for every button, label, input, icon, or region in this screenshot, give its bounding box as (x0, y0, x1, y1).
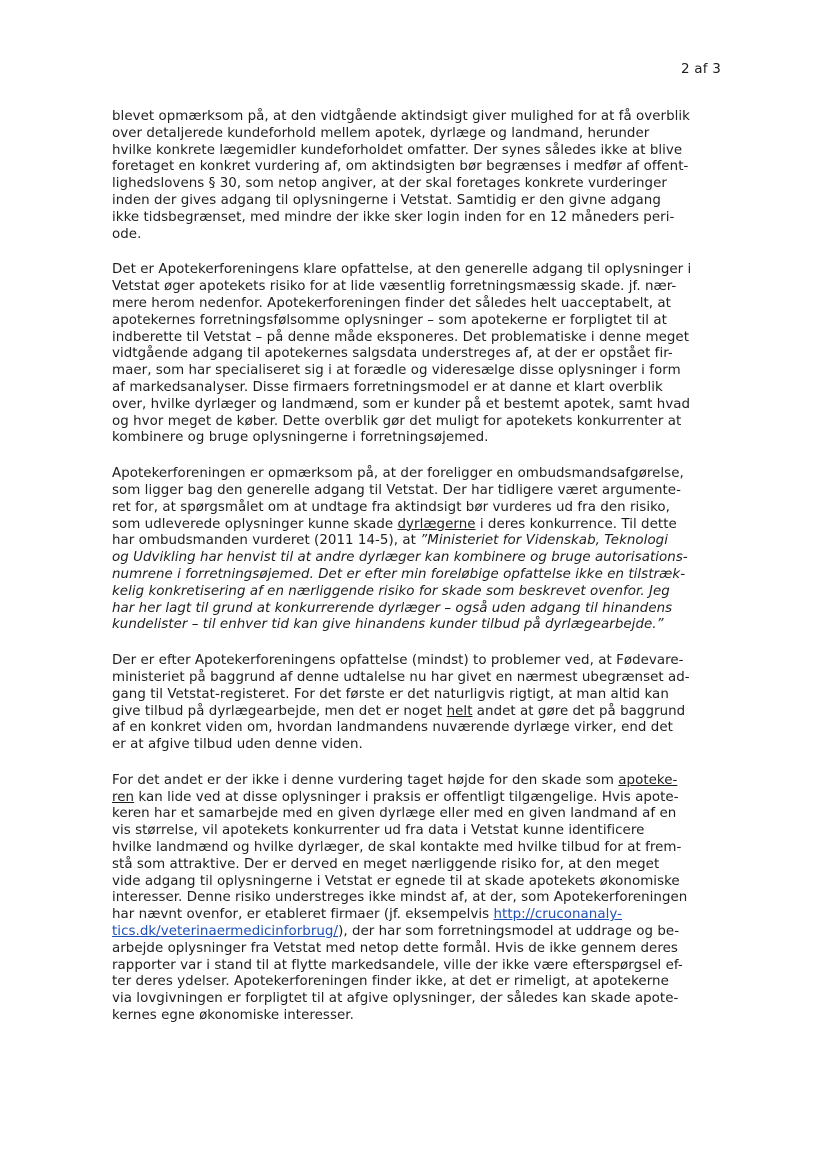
text-segment: blevet opmærksom på, at den vidtgående aktindsigt giver mulighed for at få overblik (112, 109, 690, 124)
underlined-text: apoteke- (618, 772, 678, 788)
text-line (112, 991, 722, 1008)
text-line (112, 313, 722, 330)
text-line (112, 1008, 722, 1025)
text-line (112, 500, 722, 517)
text-segment: hvilke konkrete lægemidler kundeforholdet omfatter. Der synes således ikke at blive (112, 142, 683, 158)
text-line (112, 617, 722, 634)
text-line (112, 790, 722, 807)
text-segment: ret for, at spørgsmålet om at undtage fra aktindsigt bør vurderes ud fra den risiko, (112, 499, 670, 515)
quoted-text: kelig konkretisering af en nærliggende risiko for skade som beskrevet ovenfor. Jeg (112, 583, 670, 599)
text-line (112, 193, 722, 210)
underlined-text: ren (112, 789, 135, 805)
text-segment: rapporter var i stand til at flytte markedsandele, ville der ikke være efterspørgsel ef- (112, 957, 683, 973)
text-line (112, 737, 722, 754)
text-segment: har ombudsmanden vurderet (2011 14-5), at (112, 533, 421, 549)
text-segment: via lovgivningen er forpligtet til at afgive oplysninger, der således kan skade apote- (112, 991, 679, 1007)
letter-body (112, 109, 722, 1044)
underlined-text: dyrlægerne (397, 516, 476, 532)
text-segment: inden der gives adgang til oplysningerne i Vetstat. Samtidig er den givne adgang (112, 192, 661, 208)
quoted-text: og Udvikling har henvist til at andre dyrlæger kan kombinere og bruge autorisations- (112, 550, 688, 566)
text-line (112, 890, 722, 907)
text-line (112, 941, 722, 958)
text-line (112, 414, 722, 431)
text-segment: stå som attraktive. Der er derved en meget nærliggende risiko for, at den meget (112, 856, 660, 872)
text-line (112, 430, 722, 447)
text-line (112, 126, 722, 143)
text-line (112, 296, 722, 313)
text-segment: i deres konkurrence. Til dette (475, 516, 677, 532)
quoted-text: numrene i forretningsøjemed. Det er efter min foreløbige opfattelse ikke en tilstræk- (112, 566, 686, 582)
text-line (112, 874, 722, 891)
underlined-text: helt (446, 703, 473, 719)
text-segment: som ligger bag den generelle adgang til Vetstat. Der har tidligere været argumente- (112, 482, 681, 498)
text-line (112, 517, 722, 534)
page-number: 2 af 3 (681, 61, 721, 77)
text-segment: indberette til Vetstat – på denne måde eksponeres. Det problematiske i denne meget (112, 329, 690, 345)
text-line (112, 483, 722, 500)
text-line (112, 227, 722, 244)
text-segment: har nævnt ovenfor, er etableret firmaer (jf. eksempelvis (112, 907, 494, 923)
text-segment: over detaljerede kundeforhold mellem apotek, dyrlæge og landmand, herunder (112, 125, 650, 141)
text-segment: er at afgive tilbud uden denne viden. (112, 737, 363, 753)
text-segment: give tilbud på dyrlægearbejde, men det er noget (112, 703, 447, 719)
text-line (112, 704, 722, 721)
quoted-text: ”Ministeriet for Videnskab, Teknologi (420, 533, 669, 549)
quoted-text: kundelister – til enhver tid kan give hinandens kunder tilbud på dyrlægearbejde.” (112, 617, 664, 633)
text-line (112, 262, 722, 279)
text-line (112, 601, 722, 618)
text-line (112, 857, 722, 874)
text-line (112, 720, 722, 737)
text-segment: kernes egne økonomiske interesser. (112, 1008, 354, 1024)
text-line (112, 958, 722, 975)
text-segment: vis størrelse, vil apotekets konkurrenter ud fra data i Vetstat kunne identificere (112, 823, 645, 839)
quoted-text: har her lagt til grund at konkurrerende dyrlæger – også uden adgang til hinandens (112, 600, 673, 616)
text-segment: Der er efter Apotekerforeningens opfattelse (mindst) to problemer ved, at Fødevare- (112, 653, 684, 669)
text-line (112, 974, 722, 991)
text-line (112, 584, 722, 601)
text-line (112, 806, 722, 823)
text-line (112, 670, 722, 687)
text-line (112, 397, 722, 414)
text-segment: interesser. Denne risiko understreges ikke mindst af, at der, som Apotekerforeningen (112, 890, 688, 906)
text-line (112, 567, 722, 584)
text-segment: keren har et samarbejde med en given dyrlæge eller med en given landmand af en (112, 806, 677, 822)
text-segment: ode. (112, 226, 142, 242)
text-segment: hvilke landmænd og hvilke dyrlæger, de skal kontakte med hvilke tilbud for at frem- (112, 840, 682, 856)
text-line (112, 346, 722, 363)
paragraph (112, 109, 722, 243)
text-line (112, 279, 722, 296)
text-segment: af markedsanalyser. Disse firmaers forretningsmodel er at danne et klart overblik (112, 379, 663, 395)
text-line (112, 176, 722, 193)
text-segment: ikke tidsbegrænset, med mindre der ikke sker login inden for en 12 måneders peri- (112, 209, 675, 225)
text-segment: mere herom nedenfor. Apotekerforeningen finder det således helt uacceptabelt, at (112, 295, 671, 311)
url-link[interactable]: http://cruconanaly- (493, 907, 622, 923)
paragraph (112, 466, 722, 634)
text-segment: vide adgang til oplysningerne i Vetstat er egnede til at skade apotekets økonomiske (112, 873, 680, 889)
text-segment: For det andet er der ikke i denne vurdering taget højde for den skade som (112, 772, 619, 788)
text-segment: andet at gøre det på baggrund (472, 703, 686, 719)
url-link[interactable]: tics.dk/veterinaermedicinforbrug/ (112, 924, 339, 940)
text-segment: Vetstat øger apotekets risiko for at lide væsentlig forretningsmæssig skade. jf. nær- (112, 279, 677, 295)
text-line (112, 159, 722, 176)
text-segment: ter deres ydelser. Apotekerforeningen finder ikke, at det er rimeligt, at apotekerne (112, 974, 669, 990)
text-segment: Det er Apotekerforeningens klare opfattelse, at den generelle adgang til oplysninger i (112, 262, 692, 278)
text-line (112, 143, 722, 160)
text-line (112, 466, 722, 483)
text-segment: kan lide ved at disse oplysninger i praksis er offentligt tilgængelige. Hvis apote- (134, 789, 679, 805)
text-line (112, 109, 722, 126)
text-segment: lighedslovens § 30, som netop angiver, at der skal foretages konkrete vurderinger (112, 176, 667, 192)
text-segment: foretaget en konkret vurdering af, om aktindsigten bør begrænses i medfør af offent- (112, 159, 689, 175)
text-segment: af en konkret viden om, hvordan landmandens nuværende dyrlæge virker, end det (112, 720, 673, 736)
text-segment: ministeriet på baggrund af denne udtalelse nu har givet en nærmest ubegrænset ad- (112, 669, 690, 685)
text-segment: Apotekerforeningen er opmærksom på, at der foreligger en ombudsmandsafgørelse, (112, 466, 684, 482)
text-segment: og hvor meget de køber. Dette overblik gør det muligt for apotekets konkurrenter at (112, 413, 682, 429)
text-segment: over, hvilke dyrlæger og landmænd, som er kunder på et bestemt apotek, samt hvad (112, 396, 691, 412)
text-line (112, 363, 722, 380)
text-line (112, 533, 722, 550)
text-line (112, 550, 722, 567)
text-segment: kombinere og bruge oplysningerne i forretningsøjemed. (112, 430, 489, 446)
text-segment: maer, som har specialiseret sig i at forædle og videresælge disse oplysninger i form (112, 363, 681, 379)
paragraph (112, 653, 722, 754)
text-line (112, 210, 722, 227)
text-segment: gang til Vetstat-registeret. For det første er det naturligvis rigtigt, at man altid kan (112, 686, 669, 702)
text-segment: vidtgående adgang til apotekernes salgsdata understreges af, at der er opstået fir- (112, 346, 673, 362)
text-line (112, 907, 722, 924)
text-segment: arbejde oplysninger fra Vetstat med netop dette formål. Hvis de ikke gennem deres (112, 940, 678, 956)
text-segment: ), der har som forretningsmodel at uddrage og be- (338, 924, 680, 940)
text-line (112, 840, 722, 857)
text-line (112, 773, 722, 790)
paragraph (112, 262, 722, 447)
text-line (112, 380, 722, 397)
text-segment: som udleverede oplysninger kunne skade (112, 516, 398, 532)
text-segment: apotekernes forretningsfølsomme oplysninger – som apotekerne er forpligtet til at (112, 312, 667, 328)
text-line (112, 330, 722, 347)
text-line (112, 687, 722, 704)
paragraph (112, 773, 722, 1025)
text-line (112, 924, 722, 941)
text-line (112, 823, 722, 840)
text-line (112, 653, 722, 670)
